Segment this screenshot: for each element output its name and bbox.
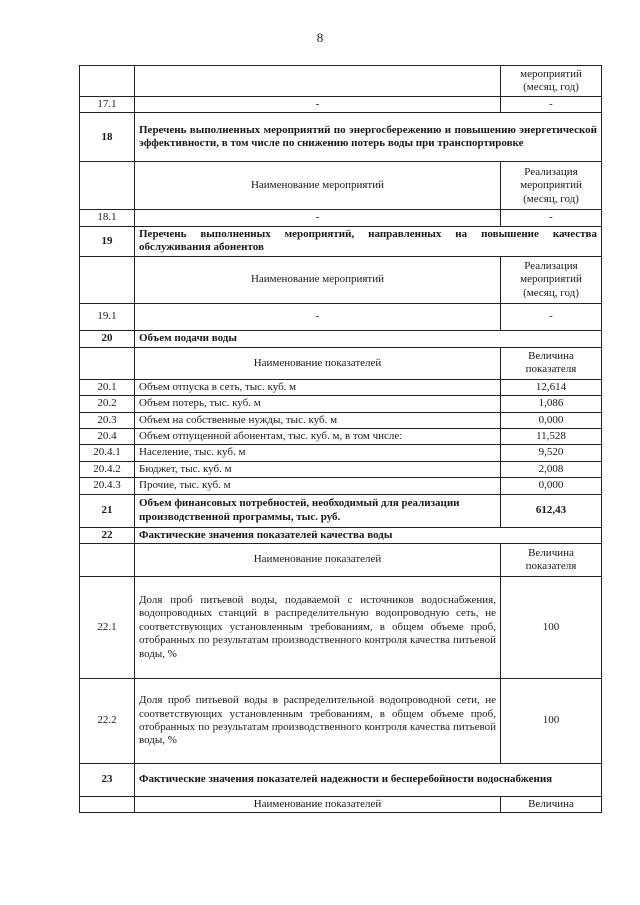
- section-value: 612,43: [501, 494, 602, 527]
- column-header: Величина показателя: [501, 544, 602, 577]
- value-cell: 0,000: [501, 412, 602, 428]
- header-row: [80, 256, 602, 303]
- section-title: Перечень выполненных мероприятий, направленных на повышение качества обслуживания абонентов: [135, 226, 602, 256]
- table-row: [80, 445, 602, 461]
- row-number: 20.4.2: [80, 461, 135, 477]
- section-title: Перечень выполненных мероприятий по энергосбережению и повышению энергетической эффективности, в том числе по снижению потерь воды при транспортировке: [135, 113, 602, 162]
- section-row-23: [80, 764, 602, 797]
- column-header: Наименование показателей: [135, 347, 501, 379]
- table-row: [80, 303, 602, 330]
- table-row: [80, 577, 602, 679]
- value-cell: 100: [501, 577, 602, 679]
- section-number: 20: [80, 330, 135, 347]
- header-row: [80, 347, 602, 379]
- name-cell: [135, 66, 501, 97]
- name-cell: Объем отпуска в сеть, тыс. куб. м: [135, 379, 501, 395]
- section-number: 19: [80, 226, 135, 256]
- column-header: Величина: [501, 797, 602, 813]
- value-cell: мероприятий (месяц, год): [501, 66, 602, 97]
- name-cell: Объем на собственные нужды, тыс. куб. м: [135, 412, 501, 428]
- section-title: Фактические значения показателей качества воды: [135, 527, 602, 543]
- num-cell: [80, 162, 135, 210]
- header-row: [80, 544, 602, 577]
- num-cell: [80, 256, 135, 303]
- header-row: [80, 797, 602, 813]
- section-number: 23: [80, 764, 135, 797]
- column-header: Наименование показателей: [135, 544, 501, 577]
- name-cell: Прочие, тыс. куб. м: [135, 478, 501, 494]
- row-number: 19.1: [80, 303, 135, 330]
- indicators-table: [79, 65, 602, 813]
- section-title: Фактические значения показателей надежности и бесперебойности водоснабжения: [135, 764, 602, 797]
- page-number: 8: [316, 30, 324, 45]
- row-number: 22.1: [80, 577, 135, 679]
- table-row: [80, 478, 602, 494]
- value-cell: 0,000: [501, 478, 602, 494]
- section-row-19: [80, 226, 602, 256]
- value-cell: 100: [501, 679, 602, 764]
- name-cell: -: [135, 97, 501, 113]
- num-cell: [80, 66, 135, 97]
- column-header: Реализация мероприятий (месяц, год): [501, 162, 602, 210]
- table-row: [80, 66, 602, 97]
- value-cell: 9,520: [501, 445, 602, 461]
- section-title: Объем финансовых потребностей, необходимый для реализации производственной программы, тыс. руб.: [135, 494, 501, 527]
- name-cell: Население, тыс. куб. м: [135, 445, 501, 461]
- value-cell: 12,614: [501, 379, 602, 395]
- section-number: 18: [80, 113, 135, 162]
- row-number: 18.1: [80, 210, 135, 226]
- value-cell: 2,008: [501, 461, 602, 477]
- table-row: [80, 379, 602, 395]
- section-title: Объем подачи воды: [135, 330, 602, 347]
- name-cell: -: [135, 303, 501, 330]
- row-number: 20.3: [80, 412, 135, 428]
- name-cell: Объем потерь, тыс. куб. м: [135, 396, 501, 412]
- num-cell: [80, 544, 135, 577]
- row-number: 17.1: [80, 97, 135, 113]
- row-number: 20.1: [80, 379, 135, 395]
- name-cell: Объем отпущенной абонентам, тыс. куб. м, в том числе:: [135, 429, 501, 445]
- value-cell: 1,086: [501, 396, 602, 412]
- column-header: Наименование мероприятий: [135, 162, 501, 210]
- table-row: [80, 97, 602, 113]
- table-row: [80, 679, 602, 764]
- table-row: [80, 412, 602, 428]
- row-number: 20.2: [80, 396, 135, 412]
- section-row-22: [80, 527, 602, 543]
- column-header: Реализация мероприятий (месяц, год): [501, 256, 602, 303]
- name-cell: Доля проб питьевой воды, подаваемой с источников водоснабжения, водопроводных станций в распределительную водопроводную сеть, не соответствующих установленным требованиям, в общем объеме проб, отобранных по результатам производственного контроля качества питьевой воды, %: [135, 577, 501, 679]
- header-row: [80, 162, 602, 210]
- value-cell: 11,528: [501, 429, 602, 445]
- section-row-21: [80, 494, 602, 527]
- num-cell: [80, 797, 135, 813]
- table-row: [80, 461, 602, 477]
- row-number: 20.4.3: [80, 478, 135, 494]
- column-header: Наименование показателей: [135, 797, 501, 813]
- row-number: 20.4.1: [80, 445, 135, 461]
- table-row: [80, 396, 602, 412]
- section-row-20: [80, 330, 602, 347]
- name-cell: Доля проб питьевой воды в распределительной водопроводной сети, не соответствующих установленным требованиям, в общем объеме проб, отобранных по результатам производственного контроля качества питьевой воды, %: [135, 679, 501, 764]
- name-cell: Бюджет, тыс. куб. м: [135, 461, 501, 477]
- table-row: [80, 210, 602, 226]
- value-cell: -: [501, 303, 602, 330]
- row-number: 20.4: [80, 429, 135, 445]
- row-number: 22.2: [80, 679, 135, 764]
- num-cell: [80, 347, 135, 379]
- column-header: Величина показателя: [501, 347, 602, 379]
- value-cell: -: [501, 210, 602, 226]
- value-cell: -: [501, 97, 602, 113]
- section-number: 21: [80, 494, 135, 527]
- table-row: [80, 429, 602, 445]
- name-cell: -: [135, 210, 501, 226]
- section-number: 22: [80, 527, 135, 543]
- section-row-18: [80, 113, 602, 162]
- column-header: Наименование мероприятий: [135, 256, 501, 303]
